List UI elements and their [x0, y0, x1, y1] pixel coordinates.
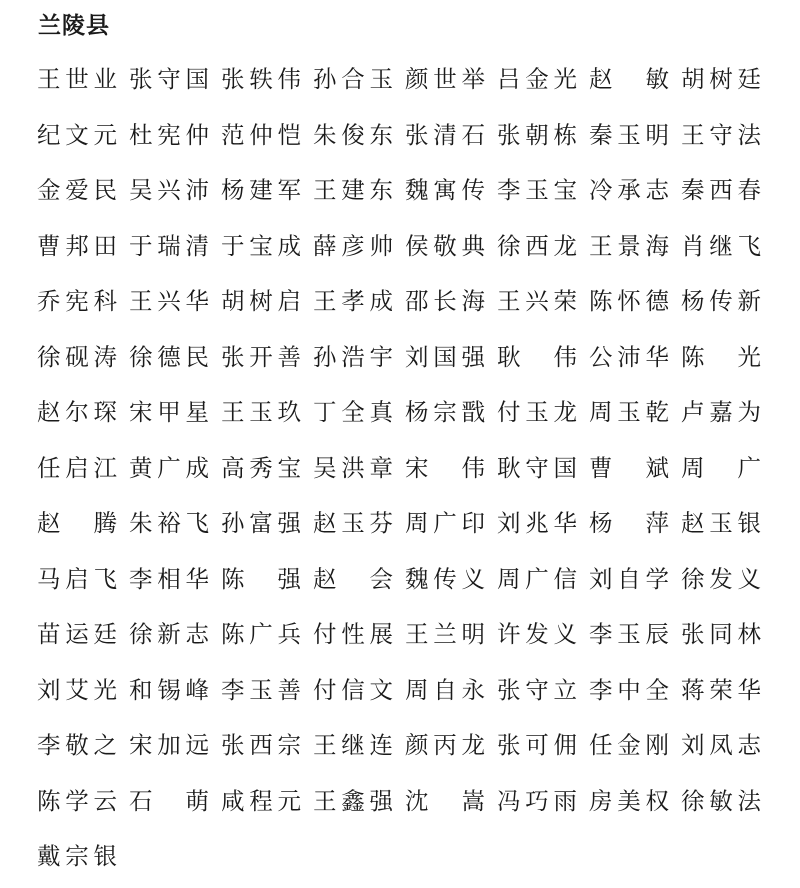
person-name: 张 可 佣	[497, 731, 577, 759]
person-name: 杨 传 新	[681, 287, 761, 315]
person-name: 李 玉 辰	[589, 620, 669, 648]
person-name: 付 性 展	[313, 620, 393, 648]
person-name: 公 沛 华	[589, 342, 669, 371]
person-name: 朱 裕 飞	[129, 509, 209, 537]
person-name: 苗 运 廷	[37, 620, 117, 648]
person-name: 刘 兆 华	[497, 509, 577, 537]
person-name: 李 中 全	[589, 675, 669, 704]
person-name: 宋 加 远	[129, 731, 209, 759]
person-name: 陈 广 兵	[221, 620, 301, 648]
person-name: 宋 甲 星	[129, 398, 209, 426]
person-name: 吴 洪 章	[313, 453, 393, 482]
person-name: 耿 伟	[497, 342, 577, 371]
person-name: 马 启 飞	[37, 564, 117, 593]
person-name: 薛 彦 帅	[313, 231, 393, 260]
person-name: 赵 敏	[589, 65, 669, 93]
person-name: 蒋 荣 华	[681, 675, 761, 704]
person-name: 付 信 文	[313, 675, 393, 704]
person-name: 徐 德 民	[129, 342, 209, 371]
person-name: 侯 敬 典	[405, 231, 485, 260]
person-name: 赵 会	[313, 564, 393, 593]
person-name: 赵 玉 银	[681, 509, 761, 537]
person-name: 王 世 业	[37, 65, 117, 93]
person-name: 陈 强	[221, 564, 301, 593]
person-name: 杨 建 军	[221, 176, 301, 204]
person-name: 颜 世 举	[405, 65, 485, 93]
person-name: 赵 玉 芬	[313, 509, 393, 537]
person-name: 王 孝 成	[313, 287, 393, 315]
person-name: 戴 宗 银	[37, 842, 117, 870]
person-name: 王 继 连	[313, 731, 393, 759]
person-name: 张 守 国	[129, 65, 209, 93]
person-name: 徐 砚 涛	[37, 342, 117, 371]
person-name: 肖 继 飞	[681, 231, 761, 260]
person-name: 杜 宪 仲	[129, 120, 209, 149]
person-name: 刘 自 学	[589, 564, 669, 593]
person-name: 张 西 宗	[221, 731, 301, 759]
person-name: 吕 金 光	[497, 65, 577, 93]
person-name: 孙 合 玉	[313, 65, 393, 93]
person-name: 周 玉 乾	[589, 398, 669, 426]
person-name: 于 瑞 清	[129, 231, 209, 260]
person-name: 金 爱 民	[37, 176, 117, 204]
person-name: 陈 学 云	[37, 786, 117, 815]
person-name: 房 美 权	[589, 786, 669, 815]
person-name: 李 敬 之	[37, 731, 117, 759]
person-name: 黄 广 成	[129, 453, 209, 482]
person-name: 颜 丙 龙	[405, 731, 485, 759]
person-name: 王 兰 明	[405, 620, 485, 648]
person-name: 周 广 信	[497, 564, 577, 593]
person-name: 曹 斌	[589, 453, 669, 482]
person-name: 曹 邦 田	[37, 231, 117, 260]
person-name: 徐 发 义	[681, 564, 761, 593]
person-name: 胡 树 启	[221, 287, 301, 315]
person-name: 王 景 海	[589, 231, 669, 260]
person-name: 于 宝 成	[221, 231, 301, 260]
person-name: 和 锡 峰	[129, 675, 209, 704]
person-name: 刘 国 强	[405, 342, 485, 371]
person-name: 秦 玉 明	[589, 120, 669, 149]
person-name: 杨 宗 戬	[405, 398, 485, 426]
person-name: 宋 伟	[405, 453, 485, 482]
person-name: 付 玉 龙	[497, 398, 577, 426]
person-name: 王 守 法	[681, 120, 761, 149]
person-name: 朱 俊 东	[313, 120, 393, 149]
person-name: 范 仲 恺	[221, 120, 301, 149]
person-name: 高 秀 宝	[221, 453, 301, 482]
person-name: 赵 腾	[37, 509, 117, 537]
person-name: 纪 文 元	[37, 120, 117, 149]
person-name: 李 玉 善	[221, 675, 301, 704]
person-name: 孙 浩 宇	[313, 342, 393, 371]
person-name: 张 朝 栋	[497, 120, 577, 149]
person-name: 卢 嘉 为	[681, 398, 761, 426]
person-name: 邵 长 海	[405, 287, 485, 315]
person-name: 许 发 义	[497, 620, 577, 648]
county-title: 兰陵县	[38, 13, 110, 39]
person-name: 周 自 永	[405, 675, 485, 704]
person-name: 陈 怀 德	[589, 287, 669, 315]
person-name: 耿 守 国	[497, 453, 577, 482]
person-name: 杨 萍	[589, 509, 669, 537]
person-name: 冯 巧 雨	[497, 786, 577, 815]
person-name: 丁 全 真	[313, 398, 393, 426]
name-grid	[37, 55, 777, 888]
person-name: 李 相 华	[129, 564, 209, 593]
person-name: 周 广	[681, 453, 761, 482]
person-name: 王 玉 玖	[221, 398, 301, 426]
person-name: 赵 尔 琛	[37, 398, 117, 426]
person-name: 张 开 善	[221, 342, 301, 371]
person-name: 周 广 印	[405, 509, 485, 537]
person-name: 陈 光	[681, 342, 761, 371]
person-name: 秦 西 春	[681, 176, 761, 204]
person-name: 张 清 石	[405, 120, 485, 149]
person-name: 张 轶 伟	[221, 65, 301, 93]
person-name: 王 建 东	[313, 176, 393, 204]
person-name: 徐 西 龙	[497, 231, 577, 260]
person-name: 徐 敏 法	[681, 786, 761, 815]
person-name: 吴 兴 沛	[129, 176, 209, 204]
person-name: 张 同 林	[681, 620, 761, 648]
person-name: 胡 树 廷	[681, 65, 761, 93]
person-name: 石 萌	[129, 786, 209, 815]
person-name: 任 金 刚	[589, 731, 669, 759]
person-name: 冷 承 志	[589, 176, 669, 204]
person-name: 刘 艾 光	[37, 675, 117, 704]
person-name: 沈 嵩	[405, 786, 485, 815]
person-name: 刘 凤 志	[681, 731, 761, 759]
person-name: 咸 程 元	[221, 786, 301, 815]
person-name: 任 启 江	[37, 453, 117, 482]
person-name: 徐 新 志	[129, 620, 209, 648]
person-name: 李 玉 宝	[497, 176, 577, 204]
person-name: 魏 寓 传	[405, 176, 485, 204]
person-name: 张 守 立	[497, 675, 577, 704]
person-name: 魏 传 义	[405, 564, 485, 593]
person-name: 王 兴 荣	[497, 287, 577, 315]
person-name: 王 兴 华	[129, 287, 209, 315]
person-name: 孙 富 强	[221, 509, 301, 537]
person-name: 王 鑫 强	[313, 786, 393, 815]
person-name: 乔 宪 科	[37, 287, 117, 315]
